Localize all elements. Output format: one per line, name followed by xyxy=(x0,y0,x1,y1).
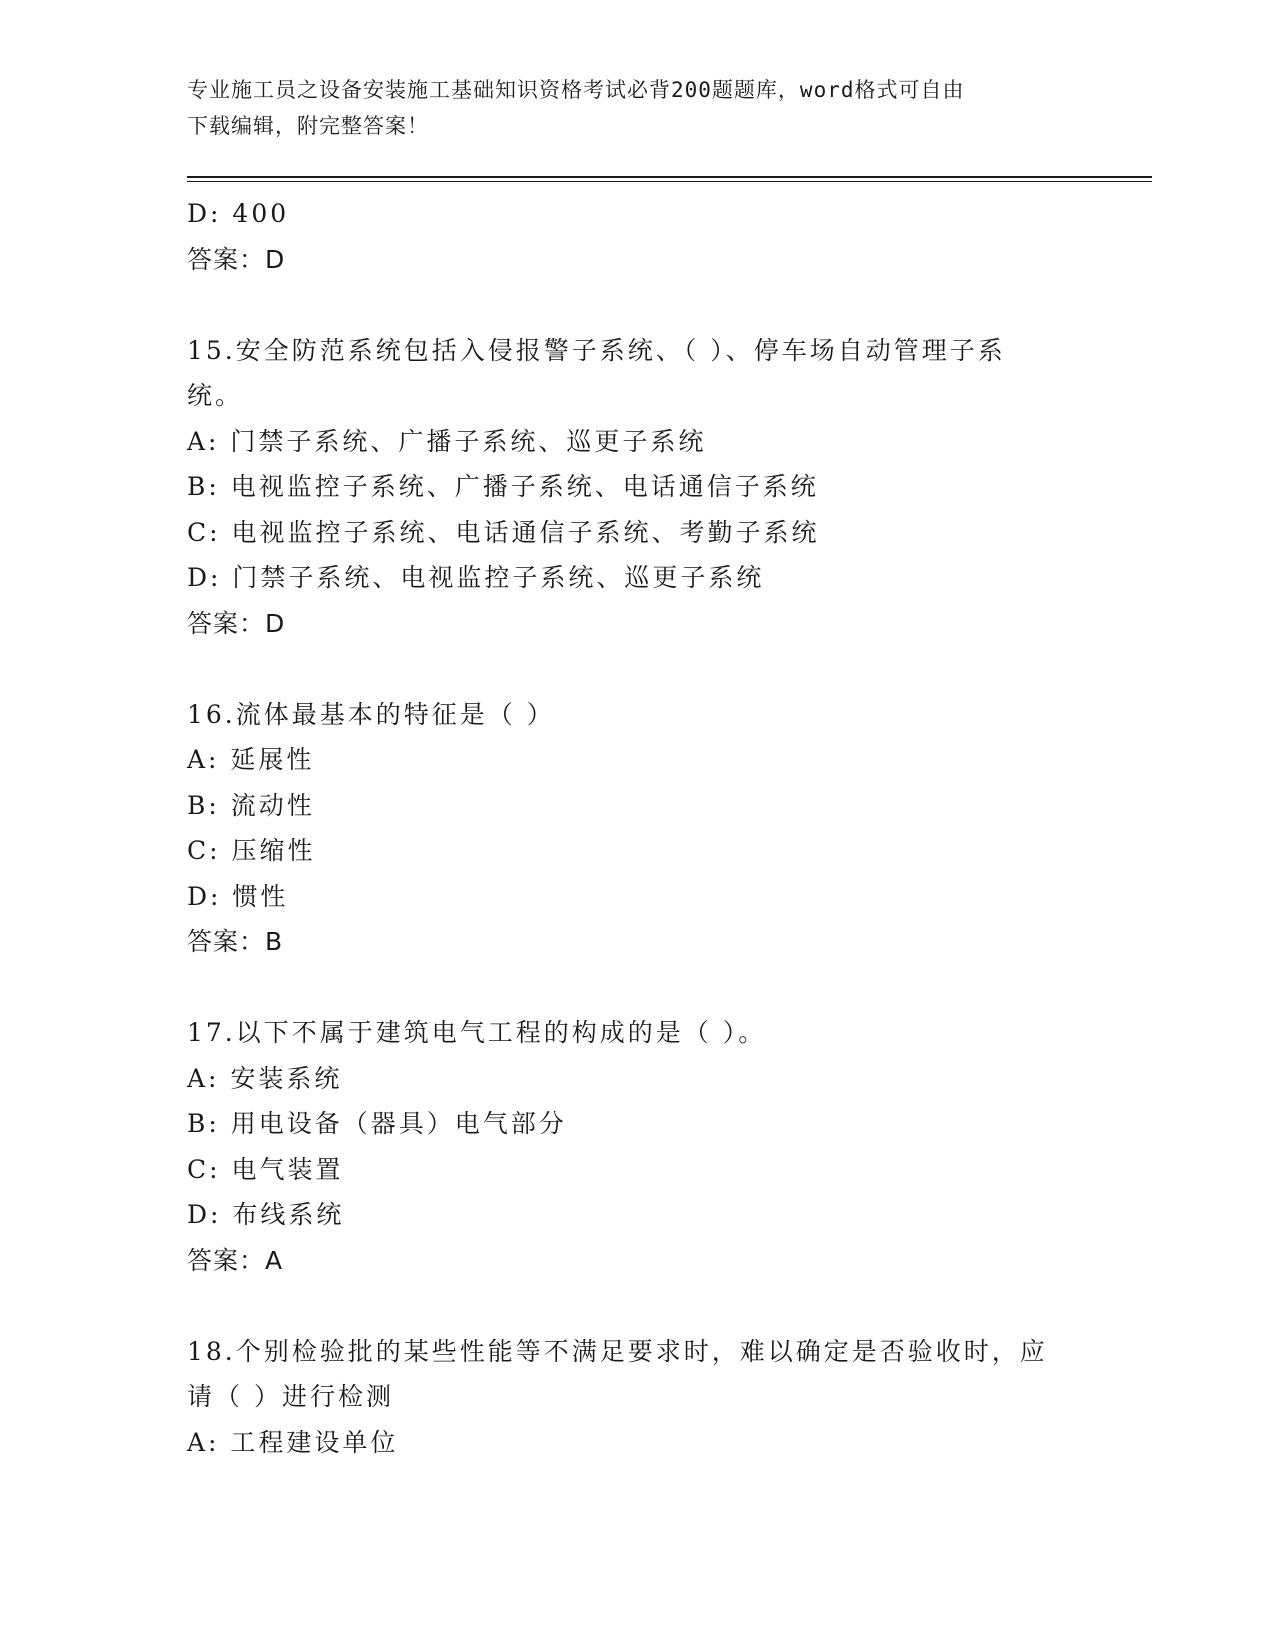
option-c: C: 电视监控子系统、电话通信子系统、考勤子系统 xyxy=(187,517,820,547)
question-block-14-tail xyxy=(187,191,1087,282)
answer-line: 答案：B xyxy=(187,927,284,956)
question-stem-line-2: 统。 xyxy=(187,381,244,410)
option-a: A: 工程建设单位 xyxy=(187,1427,399,1457)
option-a: A: 安装系统 xyxy=(187,1063,343,1093)
option-b: B: 电视监控子系统、广播子系统、电话通信子系统 xyxy=(187,472,819,501)
option-b: B: 用电设备（器具）电气部分 xyxy=(187,1109,567,1138)
question-stem-line-1: 16.流体最基本的特征是（ ） xyxy=(187,699,555,729)
question-block-17 xyxy=(187,1010,1087,1283)
document-header xyxy=(187,72,1087,144)
answer-line: 答案：D xyxy=(187,608,286,638)
option-a: A: 门禁子系统、广播子系统、巡更子系统 xyxy=(187,426,707,456)
question-stem-line-2: 请（ ）进行检测 xyxy=(187,1382,394,1411)
option-d: D: 400 xyxy=(187,199,290,228)
option-c: C: 电气装置 xyxy=(187,1154,344,1184)
option-d: D: 门禁子系统、电视监控子系统、巡更子系统 xyxy=(187,563,765,592)
header-rule xyxy=(187,176,1152,178)
question-stem-line-1: 15.安全防范系统包括入侵报警子系统、（ ）、停车场自动管理子系 xyxy=(187,335,1006,365)
document-body xyxy=(187,191,1087,1465)
answer-line: 答案：A xyxy=(187,1245,284,1275)
question-block-15 xyxy=(187,328,1087,647)
option-d: D: 惯性 xyxy=(187,881,289,911)
question-block-16 xyxy=(187,692,1087,965)
option-b: B: 流动性 xyxy=(187,790,315,820)
header-rule-thin xyxy=(187,181,1152,182)
question-stem-line-1: 17.以下不属于建筑电气工程的构成的是（ ）。 xyxy=(187,1018,767,1047)
option-c: C: 压缩性 xyxy=(187,836,316,865)
header-title-line-2: 下载编辑，附完整答案！ xyxy=(187,114,429,138)
option-d: D: 布线系统 xyxy=(187,1200,345,1229)
spacer xyxy=(187,1283,1087,1329)
spacer xyxy=(187,965,1087,1011)
question-stem-line-1: 18.个别检验批的某些性能等不满足要求时，难以确定是否验收时，应 xyxy=(187,1336,1048,1366)
question-block-18 xyxy=(187,1329,1087,1466)
answer-line: 答案：D xyxy=(187,244,286,274)
spacer xyxy=(187,646,1087,692)
spacer xyxy=(187,282,1087,328)
option-a: A: 延展性 xyxy=(187,745,315,774)
header-title-line-1: 专业施工员之设备安装施工基础知识资格考试必背200题题库，word格式可自由 xyxy=(187,78,965,102)
